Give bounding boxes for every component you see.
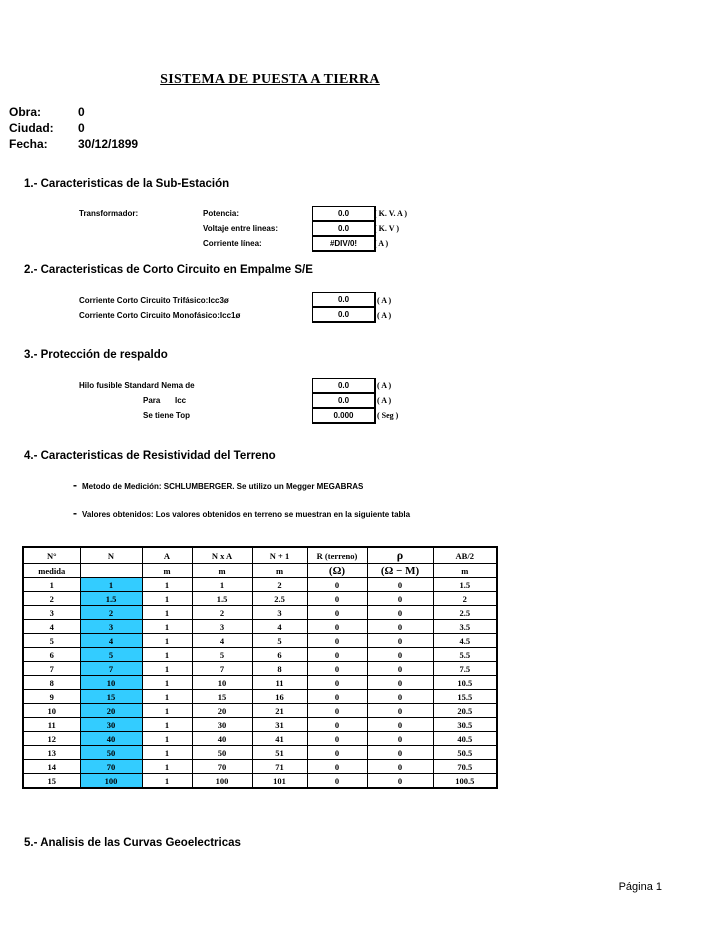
table-cell: 0	[307, 620, 367, 634]
table-cell: 71	[252, 760, 307, 774]
table-cell: 15	[23, 774, 80, 789]
table-cell: 11	[23, 718, 80, 732]
table-cell: 2.5	[433, 606, 497, 620]
table-cell: 40	[80, 732, 142, 746]
table-cell: 0	[367, 746, 433, 760]
fecha-value: 30/12/1899	[78, 137, 139, 151]
table-cell: 1	[23, 578, 80, 592]
table-cell: 7	[23, 662, 80, 676]
table-cell: 1	[142, 760, 192, 774]
table-cell: 30	[192, 718, 252, 732]
table-cell: 5	[192, 648, 252, 662]
page-number: Página 1	[618, 881, 662, 893]
table-cell: 10	[23, 704, 80, 718]
table-cell: 1	[142, 606, 192, 620]
para-label: Para	[143, 396, 161, 405]
col-header-n-medida: N°	[23, 547, 80, 564]
bullet-dash: -	[73, 478, 77, 492]
table-cell: 2	[252, 578, 307, 592]
table-cell: 10	[80, 676, 142, 690]
table-row	[23, 676, 497, 690]
potencia-value: 0.0	[312, 206, 376, 222]
table-row	[23, 704, 497, 718]
table-cell: 1.5	[433, 578, 497, 592]
table-cell: 51	[252, 746, 307, 760]
table-row	[23, 690, 497, 704]
corriente-label: Corriente línea:	[203, 239, 262, 248]
icc3-label: Corriente Corto Circuito Trifásico:Icc3ø	[79, 296, 229, 305]
corriente-unit: ( A )	[374, 239, 389, 248]
table-cell: 7.5	[433, 662, 497, 676]
obra-label: Obra:	[9, 105, 42, 119]
table-cell: 0	[367, 592, 433, 606]
resistivity-table	[22, 546, 498, 789]
table-cell: 0	[367, 578, 433, 592]
table-cell: 1	[142, 620, 192, 634]
table-cell: 1	[142, 578, 192, 592]
col-unit-a: m	[142, 564, 192, 578]
table-cell: 7	[80, 662, 142, 676]
table-cell: 100	[80, 774, 142, 789]
table-cell: 0	[307, 732, 367, 746]
table-cell: 20	[80, 704, 142, 718]
voltaje-value: 0.0	[312, 221, 376, 237]
table-cell: 0	[367, 606, 433, 620]
table-cell: 0	[307, 662, 367, 676]
para-icc-unit: ( A )	[377, 396, 392, 405]
table-cell: 20.5	[433, 704, 497, 718]
col-header-rho: ρ	[367, 547, 433, 564]
table-row	[23, 592, 497, 606]
obtained-text: Valores obtenidos: Los valores obtenidos en terreno se muestran en la siguiente tabla	[82, 510, 411, 519]
table-cell: 40.5	[433, 732, 497, 746]
table-row	[23, 620, 497, 634]
table-cell: 16	[252, 690, 307, 704]
table-cell: 70.5	[433, 760, 497, 774]
table-header-row	[23, 564, 497, 578]
table-cell: 5.5	[433, 648, 497, 662]
table-cell: 0	[307, 648, 367, 662]
table-cell: 41	[252, 732, 307, 746]
col-header-r-terreno: R (terreno)	[307, 547, 367, 564]
table-cell: 30	[80, 718, 142, 732]
table-cell: 0	[307, 760, 367, 774]
col-header-ab2: AB/2	[433, 547, 497, 564]
table-row	[23, 578, 497, 592]
table-row	[23, 662, 497, 676]
table-cell: 0	[307, 578, 367, 592]
ciudad-value: 0	[78, 121, 85, 135]
hilo-unit: ( A )	[377, 381, 392, 390]
table-row	[23, 718, 497, 732]
hilo-label: Hilo fusible Standard Nema de	[79, 381, 195, 390]
section-3-heading: 3.- Protección de respaldo	[24, 349, 168, 361]
table-cell: 2	[23, 592, 80, 606]
table-cell: 1.5	[192, 592, 252, 606]
table-row	[23, 634, 497, 648]
icc1-label: Corriente Corto Circuito Monofásico:Icc1ø	[79, 311, 241, 320]
table-row	[23, 774, 497, 789]
table-cell: 100.5	[433, 774, 497, 789]
obra-value: 0	[78, 105, 85, 119]
table-cell: 4	[80, 634, 142, 648]
document-title: SISTEMA DE PUESTA A TIERRA	[160, 72, 380, 87]
col-unit-r-terreno: (Ω)	[307, 564, 367, 578]
table-cell: 5	[80, 648, 142, 662]
table-cell: 6	[23, 648, 80, 662]
table-cell: 0	[307, 606, 367, 620]
potencia-unit: ( K. V. A )	[374, 209, 408, 218]
transformer-label: Transformador:	[79, 209, 139, 218]
table-header-row	[23, 547, 497, 564]
table-cell: 0	[307, 676, 367, 690]
section-2-heading: 2.- Caracteristicas de Corto Circuito en Empalme S/E	[24, 264, 313, 276]
table-cell: 0	[367, 718, 433, 732]
table-cell: 50.5	[433, 746, 497, 760]
table-cell: 0	[367, 732, 433, 746]
table-cell: 14	[23, 760, 80, 774]
table-cell: 21	[252, 704, 307, 718]
table-cell: 0	[367, 676, 433, 690]
table-cell: 0	[307, 774, 367, 789]
table-cell: 70	[80, 760, 142, 774]
section-1-heading: 1.- Caracteristicas de la Sub-Estación	[24, 178, 230, 190]
top-unit: ( Seg )	[377, 411, 399, 420]
table-cell: 1	[142, 718, 192, 732]
col-unit-n	[80, 564, 142, 578]
bullet-dash: -	[73, 506, 77, 520]
table-cell: 7	[192, 662, 252, 676]
table-cell: 50	[80, 746, 142, 760]
col-header-n: N	[80, 547, 142, 564]
table-cell: 10	[192, 676, 252, 690]
table-cell: 1.5	[80, 592, 142, 606]
section-4-heading: 4.- Caracteristicas de Resistividad del Terreno	[24, 450, 276, 462]
table-cell: 1	[142, 746, 192, 760]
icc1-unit: ( A )	[377, 311, 392, 320]
table-cell: 11	[252, 676, 307, 690]
table-cell: 0	[307, 592, 367, 606]
table-cell: 1	[142, 774, 192, 789]
table-cell: 1	[142, 676, 192, 690]
table-cell: 1	[142, 704, 192, 718]
section-5-heading: 5.- Analisis de las Curvas Geoelectricas	[24, 837, 241, 849]
table-cell: 0	[367, 704, 433, 718]
table-cell: 0	[307, 634, 367, 648]
table-cell: 1	[142, 690, 192, 704]
table-cell: 0	[307, 746, 367, 760]
table-row	[23, 746, 497, 760]
table-cell: 4	[192, 634, 252, 648]
table-cell: 2	[433, 592, 497, 606]
table-cell: 10.5	[433, 676, 497, 690]
table-cell: 0	[367, 774, 433, 789]
table-cell: 1	[142, 634, 192, 648]
table-cell: 40	[192, 732, 252, 746]
table-row	[23, 606, 497, 620]
table-cell: 6	[252, 648, 307, 662]
hilo-value: 0.0	[312, 378, 376, 394]
col-header-a: A	[142, 547, 192, 564]
table-cell: 8	[23, 676, 80, 690]
table-cell: 0	[367, 760, 433, 774]
table-cell: 1	[142, 662, 192, 676]
col-unit-nxa: m	[192, 564, 252, 578]
corriente-value: #DIV/0!	[312, 236, 376, 252]
table-row	[23, 732, 497, 746]
potencia-label: Potencia:	[203, 209, 240, 218]
table-cell: 2	[192, 606, 252, 620]
table-cell: 3	[252, 606, 307, 620]
table-row	[23, 760, 497, 774]
table-row	[23, 648, 497, 662]
table-cell: 3	[80, 620, 142, 634]
col-header-n-plus-1: N + 1	[252, 547, 307, 564]
icc3-value: 0.0	[312, 292, 376, 308]
para-icc-value: 0.0	[312, 393, 376, 409]
table-cell: 1	[80, 578, 142, 592]
table-cell: 4	[252, 620, 307, 634]
table-cell: 101	[252, 774, 307, 789]
col-unit-rho: (Ω − M)	[367, 564, 433, 578]
table-cell: 1	[142, 648, 192, 662]
table-cell: 50	[192, 746, 252, 760]
table-cell: 5	[23, 634, 80, 648]
method-text: Metodo de Medición: SCHLUMBERGER. Se utilizo un Megger MEGABRAS	[82, 482, 364, 491]
col-unit-n-plus-1: m	[252, 564, 307, 578]
table-cell: 100	[192, 774, 252, 789]
table-cell: 4.5	[433, 634, 497, 648]
table-cell: 20	[192, 704, 252, 718]
table-cell: 15	[80, 690, 142, 704]
table-cell: 0	[307, 690, 367, 704]
top-value: 0.000	[312, 408, 376, 424]
top-label: Se tiene Top	[143, 411, 190, 420]
icc3-unit: ( A )	[377, 296, 392, 305]
table-cell: 3	[23, 606, 80, 620]
table-cell: 0	[307, 704, 367, 718]
table-cell: 0	[367, 620, 433, 634]
icc-label: Icc	[175, 396, 187, 405]
table-cell: 0	[307, 718, 367, 732]
voltaje-label: Voltaje entre lineas:	[203, 224, 278, 233]
fecha-label: Fecha:	[9, 137, 48, 151]
table-cell: 15	[192, 690, 252, 704]
table-cell: 1	[192, 578, 252, 592]
table-cell: 31	[252, 718, 307, 732]
table-cell: 9	[23, 690, 80, 704]
ciudad-label: Ciudad:	[9, 121, 54, 135]
table-cell: 2	[80, 606, 142, 620]
col-header-nxa: N x A	[192, 547, 252, 564]
table-cell: 30.5	[433, 718, 497, 732]
icc1-value: 0.0	[312, 307, 376, 323]
voltaje-unit: ( K. V )	[374, 224, 400, 233]
table-cell: 3	[192, 620, 252, 634]
table-cell: 0	[367, 648, 433, 662]
table-cell: 1	[142, 592, 192, 606]
table-cell: 13	[23, 746, 80, 760]
table-cell: 3.5	[433, 620, 497, 634]
table-cell: 8	[252, 662, 307, 676]
table-cell: 0	[367, 662, 433, 676]
table-cell: 0	[367, 634, 433, 648]
col-unit-ab2: m	[433, 564, 497, 578]
table-cell: 2.5	[252, 592, 307, 606]
table-cell: 70	[192, 760, 252, 774]
col-unit-medida: medida	[23, 564, 80, 578]
table-cell: 4	[23, 620, 80, 634]
table-cell: 15.5	[433, 690, 497, 704]
table-cell: 0	[367, 690, 433, 704]
table-cell: 1	[142, 732, 192, 746]
table-cell: 5	[252, 634, 307, 648]
table-cell: 12	[23, 732, 80, 746]
